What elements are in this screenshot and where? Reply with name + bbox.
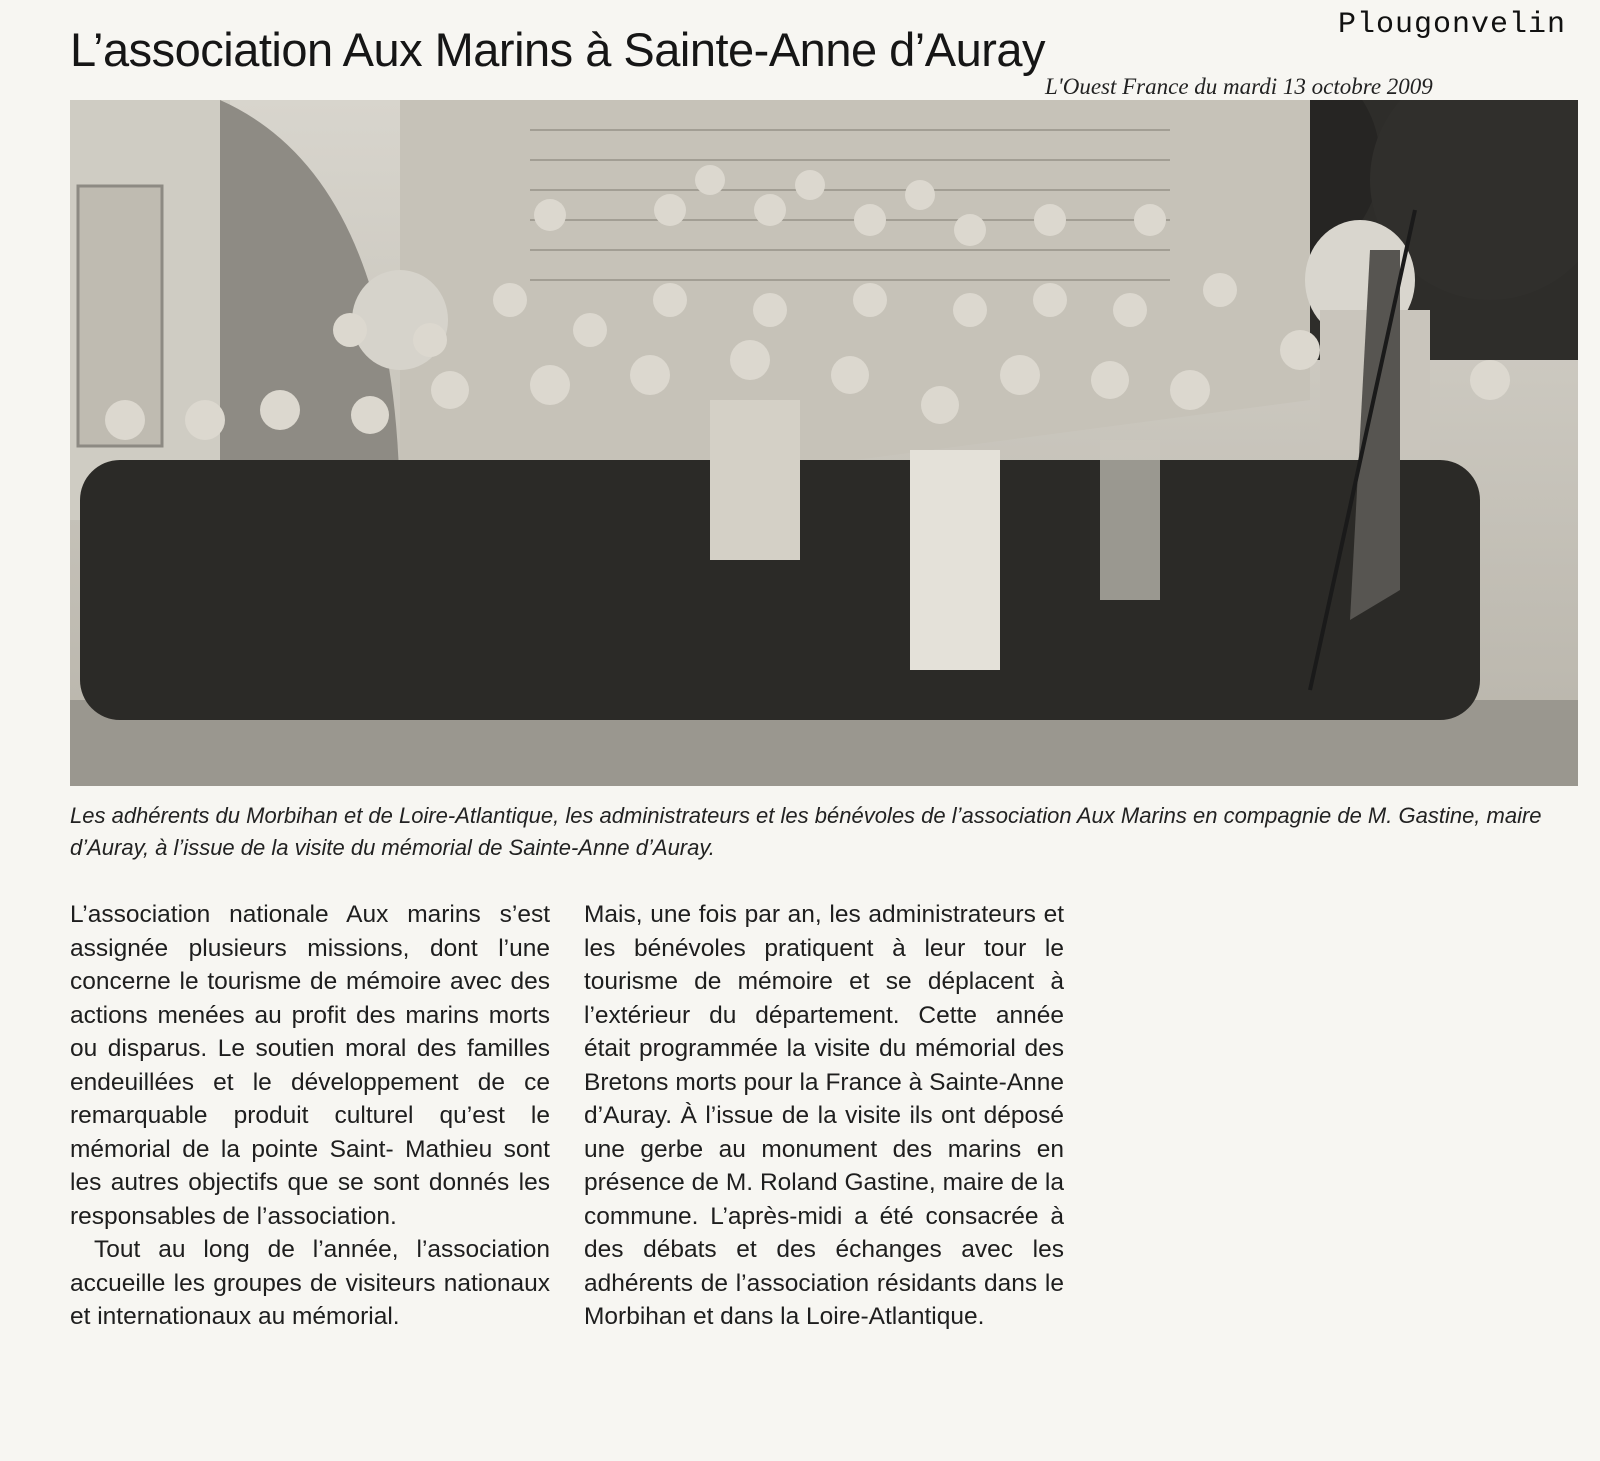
article-column-left	[70, 898, 550, 1334]
paragraph: Mais, une fois par an, les administrateurs et les bénévoles pratiquent à leur tour le tourisme de mémoire et se déplacent à l’extérieur du département. Cette année était programmée la visite du mémorial des Bretons morts pour la France à Sainte-Anne d’Auray. À l’issue de la visite ils ont déposé une gerbe au monument des marins en présence de M. Roland Gastine, maire de la commune. L’après-midi a été consacrée à des débats et des échanges avec les adhérents de l’association résidants dans le Morbihan et dans la Loire-Atlantique.	[584, 901, 1064, 1330]
group-photo-icon	[70, 100, 1578, 786]
town-stamp: Plougonvelin	[1337, 8, 1566, 42]
article-column-right	[584, 898, 1064, 1334]
headline: L’association Aux Marins à Sainte-Anne d’Auray	[70, 23, 1046, 76]
paragraph: Tout au long de l’année, l’association accueille les groupes de visiteurs nationaux et internationaux au mémorial.	[70, 1236, 550, 1330]
photo-caption: Les adhérents du Morbihan et de Loire-Atlantique, les administrateurs et les bénévoles de l’association Aux Marins en compagnie de M. Gastine, maire d’Auray, à l’issue de la visite du mémorial de Sainte-Anne d’Auray.	[70, 803, 1542, 860]
group-photo	[70, 100, 1578, 786]
source-line: L'Ouest France du mardi 13 octobre 2009	[1045, 74, 1433, 99]
paragraph: L’association nationale Aux marins s’est assignée plusieurs missions, dont l’une concerne le tourisme de mémoire avec des actions menées au profit des marins morts ou disparus. Le soutien moral des familles endeuillées et le développement de ce remarquable produit culturel qu’est le mémorial de la pointe Saint- Mathieu sont les autres objectifs que se sont donnés les responsables de l’association.	[70, 901, 550, 1230]
